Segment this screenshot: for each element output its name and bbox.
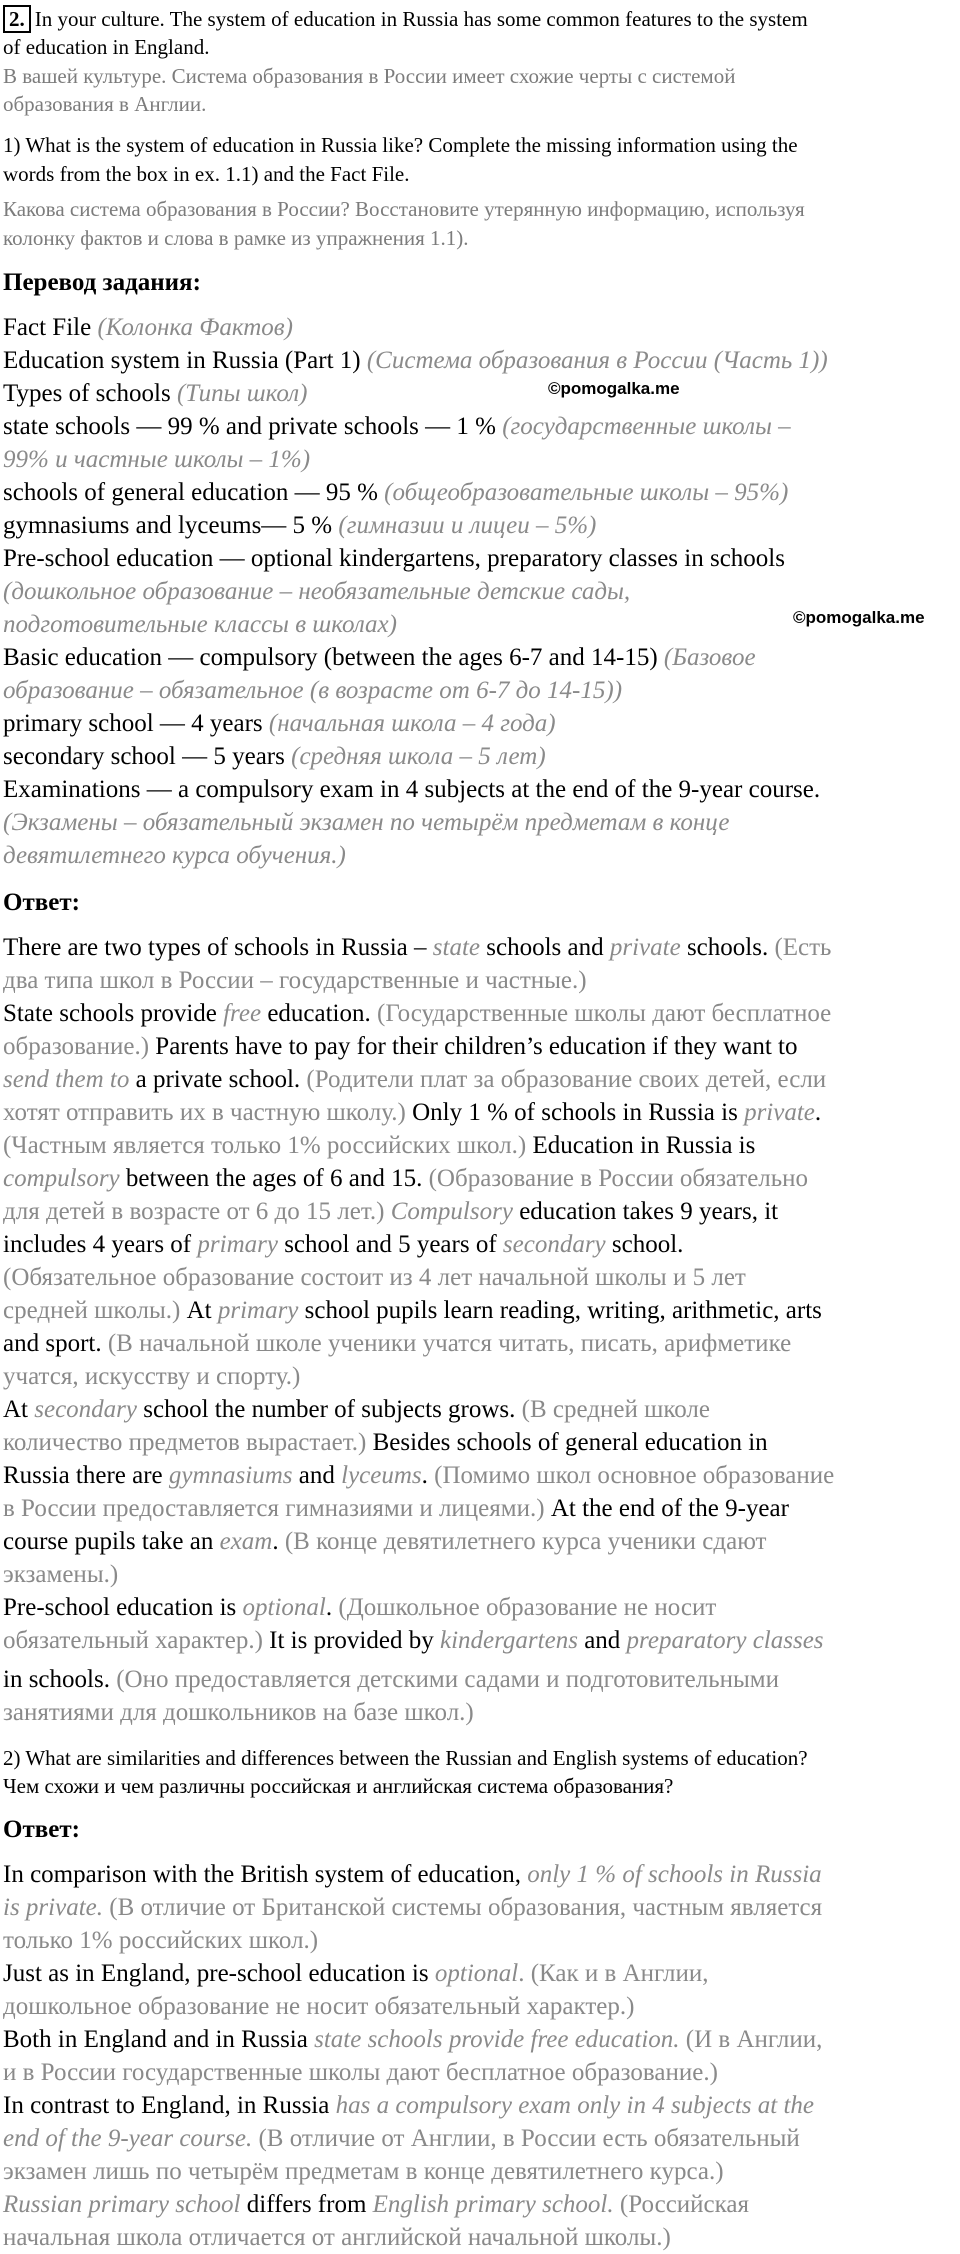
text-segment: In contrast to England, in Russia (3, 2092, 336, 2119)
text-segment: Only 1 % of schools in Russia is (412, 1099, 745, 1126)
text-segment: Parents have to pay for their children’s education if they want to (155, 1033, 798, 1060)
text-segment: and (577, 1627, 627, 1654)
italic-text: optional (434, 1960, 519, 1987)
text-line (3, 1492, 789, 1525)
text-segment: secondary school — 5 years (3, 743, 292, 770)
text-segment: includes 4 years of (3, 1231, 198, 1258)
italic-text: (государственные школы – (502, 413, 791, 440)
translation-text: дошкольное образование не носит обязательный характер.) (3, 1993, 635, 2020)
text-line (3, 806, 730, 839)
italic-text: exam (219, 1528, 273, 1555)
text-segment: schools and (480, 934, 610, 961)
text-segment: Ответ: (3, 1816, 80, 1843)
section-heading (3, 266, 201, 300)
italic-text: образование – обязательное (в возрасте от 6-7 до 14-15)) (3, 677, 623, 704)
text-line (3, 223, 468, 253)
italic-text: 99% и частные школы – 1%) (3, 446, 311, 473)
italic-text: English primary school. (372, 2191, 614, 2218)
translation-text: (В конце девятилетнего курса ученики сдают (284, 1528, 767, 1555)
text-segment: Ответ: (3, 889, 80, 916)
text-segment: gymnasiums and lyceums— 5 % (3, 512, 339, 539)
text-segment: 1) What is the system of education in Russia like? Complete the missing information using the (3, 133, 798, 157)
text-segment: Education in Russia is (532, 1132, 756, 1159)
text-line (3, 4, 808, 34)
text-segment: a private school. (129, 1066, 307, 1093)
text-segment: Types of schools (3, 380, 177, 407)
text-line (3, 1063, 826, 1096)
text-line (3, 311, 293, 344)
text-line (3, 32, 209, 62)
translation-text: хотят отправить их в частную школу.) (3, 1099, 413, 1126)
text-line (3, 1261, 746, 1294)
text-line (3, 1096, 821, 1129)
text-line (3, 1696, 474, 1729)
text-segment: Pre-school education — optional kindergartens, preparatory classes in schools (3, 545, 785, 572)
italic-text: Compulsory (390, 1198, 513, 1225)
text-segment: between the ages of 6 and 15. (119, 1165, 429, 1192)
text-line (3, 194, 805, 224)
text-segment: and sport. (3, 1330, 108, 1357)
text-segment: . (421, 1462, 435, 1489)
text-segment: At (186, 1297, 218, 1324)
italic-text: (общеобразовательные школы – 95%) (384, 479, 789, 506)
text-line (3, 608, 397, 641)
text-segment: Just as in England, pre-school education is (3, 1960, 435, 1987)
text-segment: At the end of the 9-year (550, 1495, 789, 1522)
text-line (3, 130, 798, 160)
text-segment: course pupils take an (3, 1528, 220, 1555)
translation-text: начальная школа отличается от английской начальной школы.) (3, 2224, 671, 2251)
text-segment: schools. (680, 934, 775, 961)
text-segment: Перевод задания: (3, 269, 201, 296)
text-line (3, 2188, 749, 2221)
text-segment: in schools. (3, 1666, 117, 1693)
text-segment: Чем схожи и чем различны российская и английская система образования? (3, 1774, 674, 1798)
italic-text: primary (217, 1297, 299, 1324)
italic-text: (Базовое (663, 644, 756, 671)
italic-text: (начальная школа – 4 года) (268, 710, 556, 737)
text-line (3, 931, 831, 964)
text-segment: At (3, 1396, 35, 1423)
italic-text: gymnasiums (168, 1462, 293, 1489)
italic-text: secondary (502, 1231, 606, 1258)
italic-text: (Экзамены – обязательный экзамен по четырём предметам в конце (3, 809, 730, 836)
italic-text: (Система образования в России (Часть 1)) (366, 347, 828, 374)
translation-text: (В отличие от Англии, в России есть обязательный (252, 2125, 800, 2152)
text-segment: school pupils learn reading, writing, arithmetic, arts (298, 1297, 822, 1324)
translation-text: учатся, искусству и спорту.) (3, 1363, 301, 1390)
text-line (3, 89, 206, 119)
text-segment: Fact File (3, 314, 98, 341)
italic-text: optional (242, 1594, 326, 1621)
text-line (3, 2122, 800, 2155)
italic-text: state (432, 934, 480, 961)
italic-text: end of the 9-year course. (3, 2125, 253, 2152)
italic-text: (гимназии и лицеи – 5%) (338, 512, 597, 539)
text-line (3, 542, 785, 575)
text-line (3, 1195, 778, 1228)
italic-text: В вашей культуре. Система образования в России имеет схожие черты с системой (3, 64, 736, 88)
text-line (3, 2023, 822, 2056)
text-line (3, 1162, 808, 1195)
translation-text: обязательный характер.) (3, 1627, 270, 1654)
watermark: ©pomogalka.me (793, 608, 925, 627)
italic-text: is private. (3, 1894, 103, 1921)
text-segment: differs from (240, 2191, 373, 2218)
italic-text: (Типы школ) (176, 380, 308, 407)
translation-text: (В средней школе (521, 1396, 710, 1423)
italic-text: Какова система образования в России? Восстановите утерянную информацию, используя (3, 197, 805, 221)
text-line (3, 159, 410, 189)
italic-text: secondary (34, 1396, 137, 1423)
watermark: ©pomogalka.me (548, 379, 680, 398)
translation-text: занятиями для дошкольников на базе школ.) (3, 1699, 474, 1726)
task-number: 2. (3, 5, 31, 33)
text-line (3, 2155, 724, 2188)
text-segment: . (272, 1528, 285, 1555)
translation-text: (Есть (774, 934, 832, 961)
translation-text: (Государственные школы дают бесплатное (377, 1000, 832, 1027)
translation-text: (Обязательное образование состоит из 4 лет начальной школы и 5 лет (3, 1264, 746, 1291)
italic-text: has a compulsory exam only in 4 subjects at the (335, 2092, 814, 2119)
text-line (3, 476, 788, 509)
text-segment: There are two types of schools in Russia – (3, 934, 433, 961)
translation-text: для детей в возрасте от 6 до 15 лет.) (3, 1198, 391, 1225)
text-segment: In your culture. The system of education in Russia has some common features to the system (34, 7, 808, 31)
italic-text: колонку фактов и слова в рамке из упражнения 1.1). (3, 226, 469, 250)
text-line (3, 377, 307, 410)
text-line (3, 1591, 716, 1624)
translation-text: (Российская (613, 2191, 750, 2218)
text-line (3, 1030, 797, 1063)
text-segment: education. (261, 1000, 377, 1027)
italic-text: kindergartens (439, 1627, 578, 1654)
text-line (3, 2056, 718, 2089)
text-line (3, 641, 756, 674)
translation-text: (Образование в России обязательно (428, 1165, 809, 1192)
text-line (3, 575, 630, 608)
translation-text: в России предоставляется гимназиями и лицеями.) (3, 1495, 551, 1522)
text-segment: In comparison with the British system of education, (3, 1861, 528, 1888)
text-segment: 2) What are similarities and differences between the Russian and English systems of education? (3, 1746, 808, 1770)
translation-text: (В начальной школе ученики учатся читать, писать, арифметике (107, 1330, 792, 1357)
text-line (3, 674, 622, 707)
text-line (3, 1957, 708, 1990)
text-line (3, 1771, 673, 1801)
text-line (3, 997, 831, 1030)
italic-text: primary (197, 1231, 278, 1258)
italic-text: (Колонка Фактов) (97, 314, 293, 341)
text-segment: school the number of subjects grows. (137, 1396, 522, 1423)
text-line (3, 344, 828, 377)
text-segment: state schools — 99 % and private schools — 1 % (3, 413, 503, 440)
text-line (3, 1624, 824, 1657)
italic-text: образования в Англии. (3, 92, 207, 116)
text-line (3, 1393, 710, 1426)
text-segment: Basic education — compulsory (between the ages 6-7 and 14-15) (3, 644, 664, 671)
section-heading (3, 1813, 80, 1847)
translation-text: два типа школ в России – государственные и частные.) (3, 967, 587, 994)
italic-text: only 1 % of schools in Russia (527, 1861, 822, 1888)
translation-text: (Оно предоставляется детскими садами и подготовительными (116, 1666, 779, 1693)
text-segment: Pre-school education is (3, 1594, 243, 1621)
text-line (3, 839, 346, 872)
translation-text: . (Как и в Англии, (518, 1960, 709, 1987)
text-line (3, 1891, 822, 1924)
italic-text: подготовительные классы в школах) (3, 611, 397, 638)
text-line (3, 1558, 118, 1591)
italic-text: (средняя школа – 5 лет) (291, 743, 546, 770)
translation-text: количество предметов вырастает.) (3, 1429, 373, 1456)
italic-text: Russian primary school (3, 2191, 241, 2218)
text-line (3, 1228, 683, 1261)
text-segment: . (325, 1594, 339, 1621)
text-segment: State schools provide (3, 1000, 224, 1027)
text-line (3, 1426, 768, 1459)
italic-text: private (609, 934, 681, 961)
text-line (3, 1924, 318, 1957)
translation-text: (В отличие от Британской системы образования, частным является (103, 1894, 823, 1921)
translation-text: (Частным является только 1% российских школ.) (3, 1132, 533, 1159)
translation-text: (И в Англии, (679, 2026, 823, 2053)
translation-text: экзамен лишь по четырём предметам в конце девятилетнего курса.) (3, 2158, 724, 2185)
text-segment: school and 5 years of (277, 1231, 503, 1258)
text-line (3, 509, 596, 542)
text-line (3, 964, 587, 997)
text-line (3, 773, 820, 806)
text-line (3, 1294, 822, 1327)
translation-text: образование.) (3, 1033, 156, 1060)
text-line (3, 2221, 671, 2254)
text-line (3, 1663, 779, 1696)
text-line (3, 707, 556, 740)
text-segment: education takes 9 years, it (512, 1198, 779, 1225)
text-line (3, 1327, 791, 1360)
text-line (3, 1360, 300, 1393)
translation-text: только 1% российских школ.) (3, 1927, 319, 1954)
translation-text: средней школы.) (3, 1297, 187, 1324)
text-line (3, 1525, 766, 1558)
translation-text: (Дошкольное образование не носит (338, 1594, 717, 1621)
italic-text: send them to (3, 1066, 130, 1093)
italic-text: девятилетнего курса обучения.) (3, 842, 346, 869)
translation-text: (Родители плат за образование своих детей, если (306, 1066, 827, 1093)
text-segment: It is provided by (269, 1627, 440, 1654)
text-segment: schools of general education — 95 % (3, 479, 385, 506)
translation-text: и в России государственные школы дают бесплатное образование.) (3, 2059, 718, 2086)
text-line (3, 410, 791, 443)
text-line (3, 1990, 634, 2023)
translation-text: (Помимо школ основное образование (434, 1462, 835, 1489)
translation-text: экзамены.) (3, 1561, 119, 1588)
text-segment: Both in England and in Russia (3, 2026, 315, 2053)
italic-text: private (744, 1099, 815, 1126)
text-segment: and (292, 1462, 342, 1489)
text-line (3, 2089, 814, 2122)
italic-text: free (223, 1000, 262, 1027)
text-segment: Besides schools of general education in (372, 1429, 768, 1456)
text-line (3, 1459, 834, 1492)
text-line (3, 443, 310, 476)
text-segment: words from the box in ex. 1.1) and the Fact File. (3, 162, 410, 186)
italic-text: state schools provide free education. (314, 2026, 680, 2053)
text-segment: of education in England. (3, 35, 210, 59)
italic-text: lyceums (341, 1462, 422, 1489)
section-heading (3, 886, 80, 920)
text-line (3, 61, 735, 91)
text-line (3, 1129, 755, 1162)
text-line (3, 1743, 808, 1773)
text-segment: Education system in Russia (Part 1) (3, 347, 367, 374)
text-segment: primary school — 4 years (3, 710, 269, 737)
text-segment: . (814, 1099, 822, 1126)
italic-text: (дошкольное образование – необязательные детские сады, (3, 578, 631, 605)
text-segment: school. (605, 1231, 684, 1258)
text-line (3, 740, 546, 773)
text-line (3, 1858, 822, 1891)
italic-text: preparatory classes (626, 1627, 824, 1654)
italic-text: compulsory (3, 1165, 120, 1192)
text-segment: Russia there are (3, 1462, 169, 1489)
text-segment: Examinations — a compulsory exam in 4 subjects at the end of the 9-year course. (3, 776, 821, 803)
